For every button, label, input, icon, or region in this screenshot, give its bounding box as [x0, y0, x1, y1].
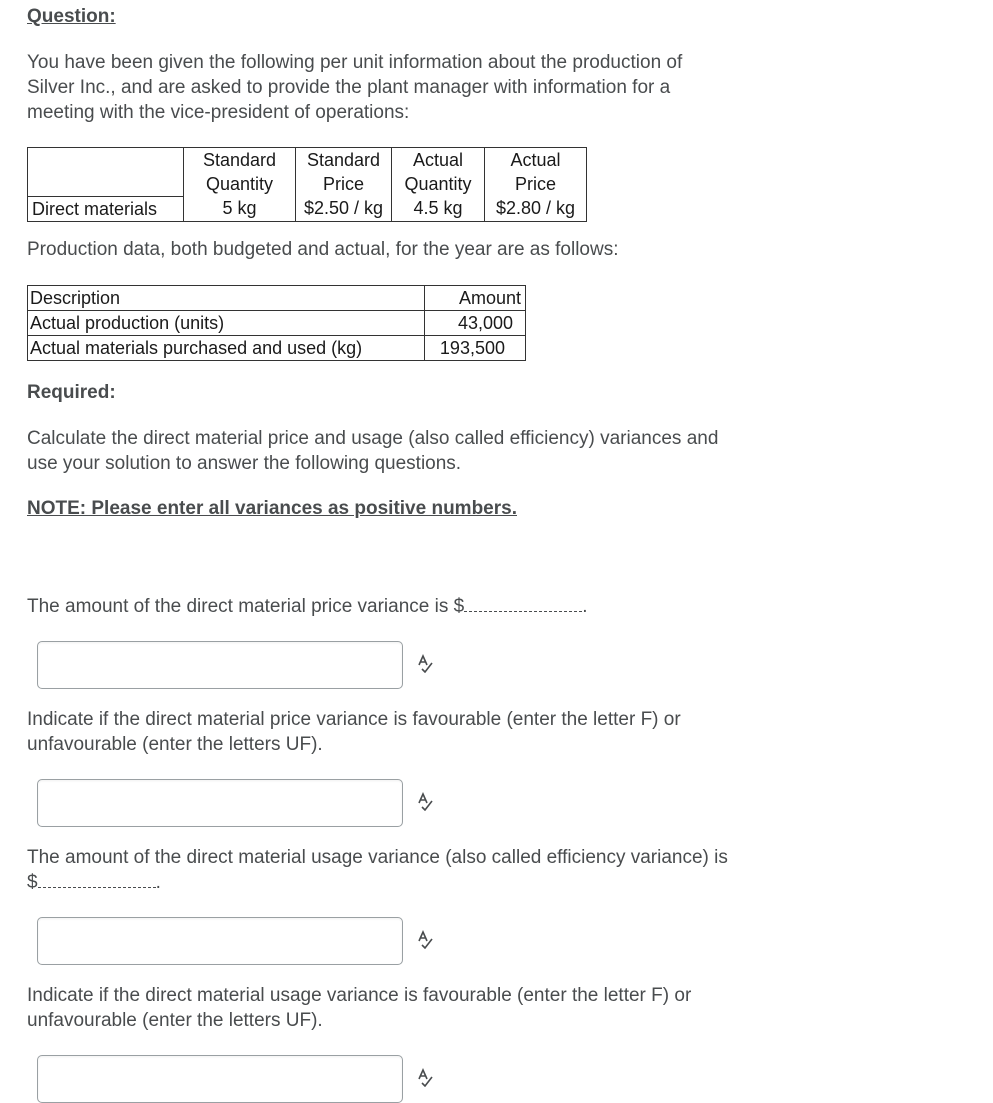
table-empty-cell: [28, 148, 184, 197]
prompt-price-variance-direction: [27, 707, 807, 757]
row-amount: 193,500: [425, 336, 526, 361]
standards-table: [27, 147, 587, 222]
table-header-cell: [184, 148, 296, 197]
prompt-text: The amount of the direct material price variance is $: [27, 596, 465, 617]
answer-blank: [38, 871, 156, 888]
table-cell: $2.80 / kg: [485, 196, 587, 221]
header-text: Actual: [412, 150, 464, 170]
intro-line: Silver Inc., and are asked to provide the plant manager with information for a: [27, 77, 671, 98]
table-header-row: [28, 148, 587, 197]
header-text: Quantity: [404, 174, 472, 194]
table-header-row: [28, 286, 526, 311]
header-amount: Amount: [425, 286, 526, 311]
header-description: Description: [28, 286, 425, 311]
intro-line: You have been given the following per unit information about the production of: [27, 52, 683, 73]
spellcheck-icon[interactable]: [415, 1067, 435, 1087]
table-row: [28, 196, 587, 221]
answer-blank: [464, 595, 582, 612]
row-description: Actual materials purchased and used (kg): [28, 336, 425, 361]
table-row: [28, 311, 526, 336]
production-table: [27, 285, 526, 361]
prompt-text: unfavourable (enter the letters UF).: [27, 734, 323, 755]
spellcheck-icon[interactable]: [415, 929, 435, 949]
spellcheck-icon[interactable]: [415, 653, 435, 673]
header-text: Actual: [510, 150, 561, 170]
table-cell: $2.50 / kg: [296, 196, 392, 221]
usage-variance-direction-input[interactable]: [37, 1055, 403, 1103]
table-row: [28, 336, 526, 361]
prompt-text: unfavourable (enter the letters UF).: [27, 1010, 323, 1031]
prompt-price-variance-amount: The amount of the direct material price variance is $ .: [27, 596, 588, 617]
required-line: use your solution to answer the following questions.: [27, 453, 462, 474]
table-cell: 5 kg: [184, 196, 296, 221]
table-header-cell: [485, 148, 587, 197]
price-variance-amount-input[interactable]: [37, 641, 403, 689]
prompt-text: Indicate if the direct material price variance is favourable (enter the letter F) or: [27, 709, 681, 730]
intro-paragraph: [27, 50, 807, 125]
header-text: Price: [514, 174, 556, 194]
note-text: NOTE: Please enter all variances as positive numbers.: [27, 498, 517, 519]
table-cell: 4.5 kg: [392, 196, 485, 221]
required-text: [27, 426, 807, 476]
prompt-usage-variance-amount: [27, 845, 807, 895]
prompt-usage-variance-direction: [27, 983, 807, 1033]
price-variance-direction-input[interactable]: [37, 779, 403, 827]
prompt-line2: $ .: [27, 872, 161, 893]
table-header-cell: [392, 148, 485, 197]
row-description: Actual production (units): [28, 311, 425, 336]
question-heading: Question:: [27, 6, 116, 27]
prompt-text: Indicate if the direct material usage variance is favourable (enter the letter F) or: [27, 985, 692, 1006]
row-amount: 43,000: [425, 311, 526, 336]
row-label: Direct materials: [28, 196, 184, 221]
header-text: Price: [322, 174, 364, 194]
header-text: Standard: [306, 150, 381, 170]
prompt-text: The amount of the direct material usage variance (also called efficiency variance) is: [27, 847, 728, 868]
production-intro: Production data, both budgeted and actual, for the year are as follows:: [27, 239, 619, 260]
prompt-text: $: [27, 872, 38, 893]
table-header-cell: [296, 148, 392, 197]
required-line: Calculate the direct material price and usage (also called efficiency) variances and: [27, 428, 719, 449]
spellcheck-icon[interactable]: [415, 791, 435, 811]
intro-line: meeting with the vice-president of operations:: [27, 102, 410, 123]
usage-variance-amount-input[interactable]: [37, 917, 403, 965]
required-label: Required:: [27, 382, 116, 403]
header-text: Standard: [202, 150, 277, 170]
header-text: Quantity: [205, 174, 274, 194]
